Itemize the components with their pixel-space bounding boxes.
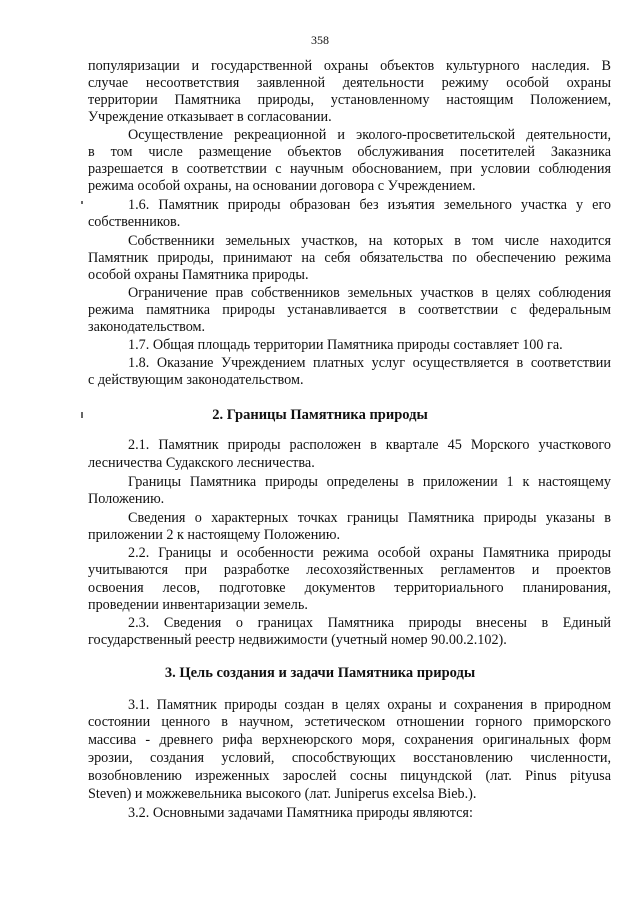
text-line: популяризации и государственной охраны объектов культурного наследия. В (88, 58, 611, 74)
text-line: учитываются при разработке лесохозяйственных регламентов и проектов (88, 562, 611, 578)
text-line: возобновлению изреженных зарослей сосны пицундской (лат. Pinus pityusa (88, 768, 611, 784)
text-line: законодательством. (88, 319, 206, 335)
text-line: Положению. (88, 491, 165, 507)
text-line: освоения лесов, подготовке документов территориального планирования, (88, 580, 611, 596)
text-line: 2.2. Границы и особенности режима особой охраны Памятника природы (128, 545, 611, 561)
text-line: 3.1. Памятник природы создан в целях охраны и сохранения в природном (128, 697, 611, 713)
text-line: приложении 2 к настоящему Положению. (88, 527, 341, 543)
text-line: в том числе размещение объектов обслуживания посетителей Заказника (88, 144, 611, 160)
page-number: 358 (311, 33, 329, 47)
text-line: лесничества Судакского лесничества. (88, 455, 315, 471)
text-line: Steven) и можжевельника высокого (лат. Juniperus excelsa Bieb.). (88, 786, 477, 802)
text-line: Сведения о характерных точках границы Памятника природы указаны в (128, 510, 611, 526)
text-line: 1.7. Общая площадь территории Памятника природы составляет 100 га. (128, 337, 563, 353)
text-line: 1.6. Памятник природы образован без изъятия земельного участка у его (128, 197, 611, 213)
text-line: проведении инвентаризации земель. (88, 597, 308, 613)
text-line: государственный реестр недвижимости (учетный номер 90.00.2.102). (88, 632, 507, 648)
text-line: 2.1. Памятник природы расположен в квартале 45 Морского участкового (128, 437, 611, 453)
text-line: особой охраны Памятника природы. (88, 267, 309, 283)
margin-mark (81, 201, 83, 204)
text-line: 2.3. Сведения о границах Памятника природы внесены в Единый (128, 615, 611, 631)
text-line: Собственники земельных участков, на которых в том числе находится (128, 233, 611, 249)
text-line: разрешается в соответствии с научным обоснованием, при условии соблюдения (88, 161, 611, 177)
text-line: 3.2. Основными задачами Памятника природы являются: (128, 805, 473, 821)
text-line: с действующим законодательством. (88, 372, 304, 388)
text-line: состоянии ценного в научном, эстетическом отношении горного приморского (88, 714, 611, 730)
text-line: территории Памятника природы, установленному настоящим Положением, (88, 92, 611, 108)
text-line: случае несоответствия заявленной деятельности режиму особой охраны (88, 75, 611, 91)
text-line: Ограничение прав собственников земельных участков в целях соблюдения (128, 285, 611, 301)
text-line: 1.8. Оказание Учреждением платных услуг осуществляется в соответствии (128, 355, 611, 371)
text-line: режима памятника природы устанавливается в соответствии с федеральным (88, 302, 611, 318)
text-line: Осуществление рекреационной и эколого-просветительской деятельности, (128, 127, 611, 143)
section-heading: 3. Цель создания и задачи Памятника природы (164, 665, 476, 681)
margin-mark (81, 412, 83, 418)
text-line: массива - древнего рифа верхнеюрского моря, сохранения оригинальных форм (88, 732, 611, 748)
text-line: собственников. (88, 214, 181, 230)
text-line: режима особой охраны, на основании договора с Учреждением. (88, 178, 476, 194)
text-line: Учреждение отказывает в согласовании. (88, 109, 332, 125)
text-line: Памятник природы, принимают на себя обязательства по обеспечению режима (88, 250, 611, 266)
text-line: Границы Памятника природы определены в приложении 1 к настоящему (128, 474, 611, 490)
text-line: эрозии, создания условий, способствующих восстановлению численности, (88, 750, 611, 766)
section-heading: 2. Границы Памятника природы (212, 407, 428, 423)
